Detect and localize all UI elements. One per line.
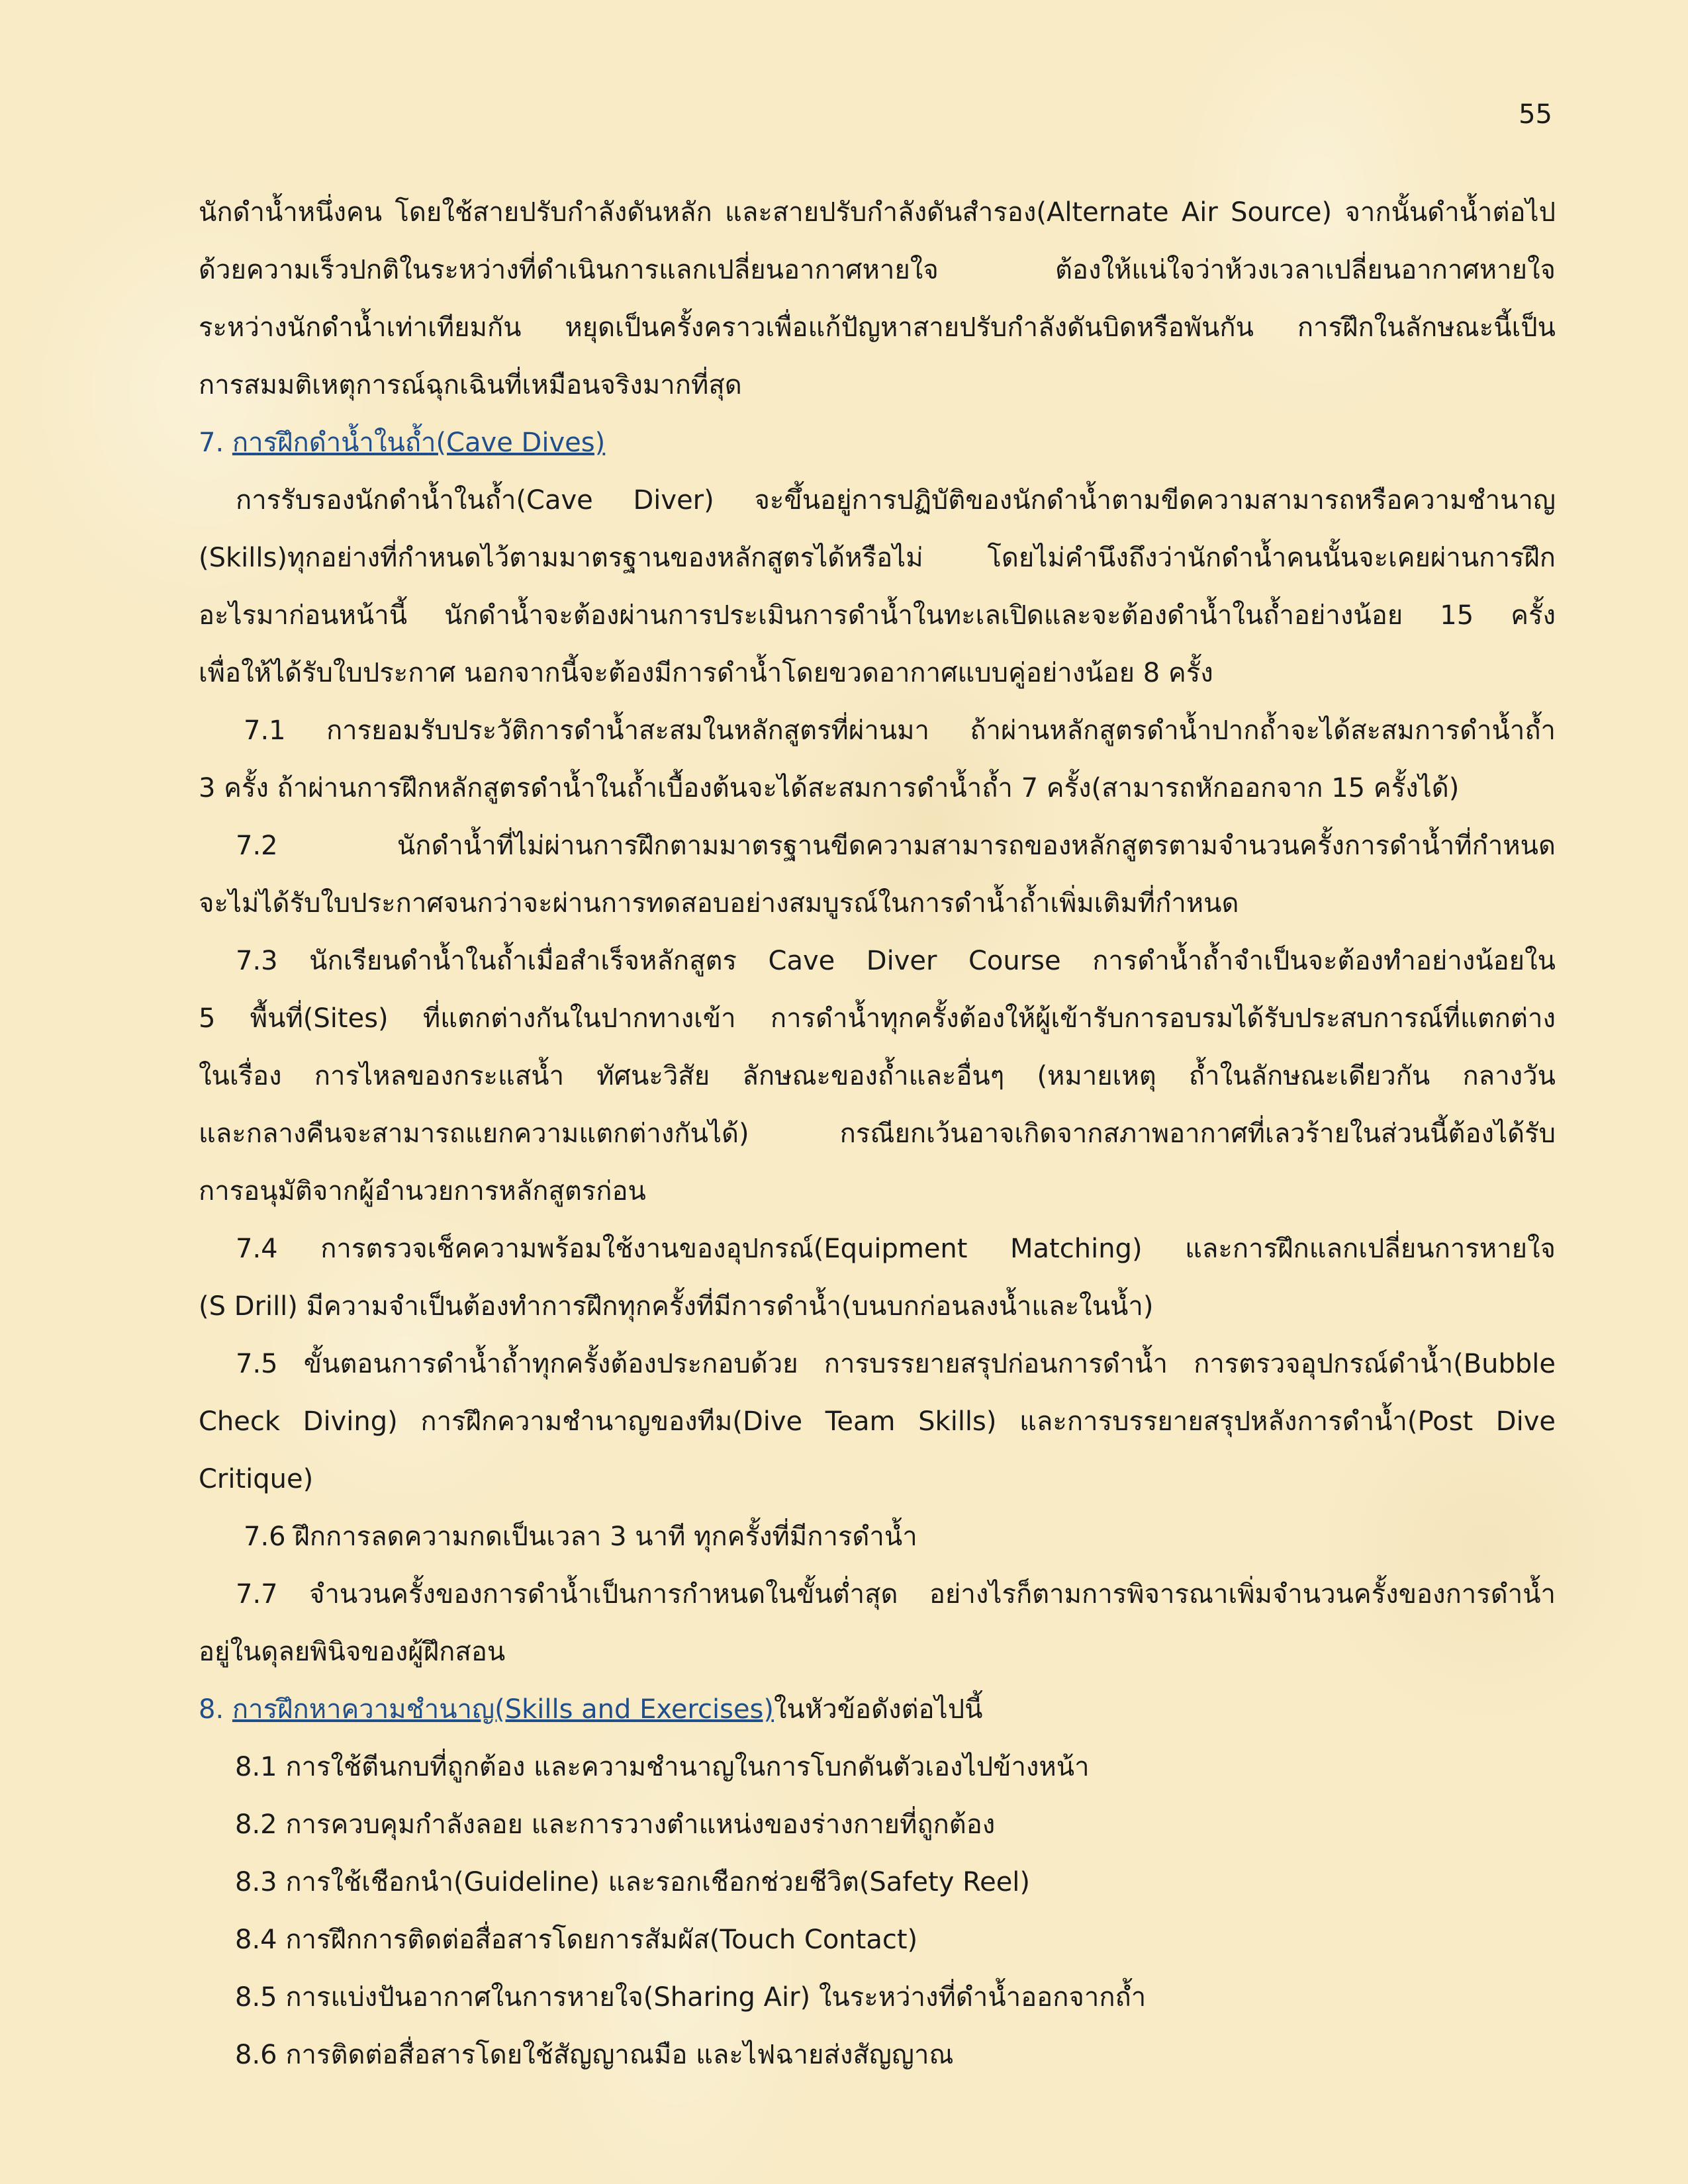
list-item-7-3-cont: 5 พื้นที่(Sites) ที่แตกต่างกันในปากทางเข้า การดำน้ำทุกครั้งต้องให้ผู้เข้ารับการอบรมได้รับประสบการณ์ที่แตกต่าง bbox=[199, 1003, 1556, 1034]
list-item-7-3-cont: และกลางคืนจะสามารถแยกความแตกต่างกันได้) กรณียกเว้นอาจเกิดจากสภาพอากาศที่เลวร้ายในส่วนนี้ต้องได้รับ bbox=[199, 1118, 1556, 1149]
paragraph-line: เพื่อให้ได้รับใบประกาศ นอกจากนี้จะต้องมีการดำน้ำโดยขวดอากาศแบบคู่อย่างน้อย 8 ครั้ง bbox=[199, 658, 1213, 688]
list-item-7-2: 7.2 นักดำน้ำที่ไม่ผ่านการฝึกตามมาตรฐานขีดความสามารถของหลักสูตรตามจำนวนครั้งการดำน้ำที่กำหนด bbox=[236, 831, 1556, 861]
list-item-7-2-cont: จะไม่ได้รับใบประกาศจนกว่าจะผ่านการทดสอบอย่างสมบูรณ์ในการดำน้ำถ้ำเพิ่มเติมที่กำหนด bbox=[199, 888, 1239, 919]
paragraph-line: นักดำน้ำหนึ่งคน โดยใช้สายปรับกำลังดันหลัก และสายปรับกำลังดันสำรอง(Alternate Air Source) จากนั้นดำน้ำต่อไป bbox=[199, 197, 1556, 228]
list-item-7-7: 7.7 จำนวนครั้งของการดำน้ำเป็นการกำหนดในขั้นต่ำสุด อย่างไรก็ตามการพิจารณาเพิ่มจำนวนครั้งของการดำน้ำ bbox=[236, 1579, 1556, 1610]
list-item-7-5-cont: Critique) bbox=[199, 1464, 314, 1494]
list-item-7-1: 7.1 การยอมรับประวัติการดำน้ำสะสมในหลักสูตรที่ผ่านมา ถ้าผ่านหลักสูตรดำน้ำปากถ้ำจะได้สะสมการดำน้ำถ้ำ bbox=[244, 715, 1556, 746]
list-item-8-5: 8.5 การแบ่งปันอากาศในการหายใจ(Sharing Air) ในระหว่างที่ดำน้ำออกจากถ้ำ bbox=[235, 1982, 1147, 2013]
section-number: 7. bbox=[199, 428, 224, 458]
list-item-8-1: 8.1 การใช้ตีนกบที่ถูกต้อง และความชำนาญในการโบกดันตัวเองไปข้างหน้า bbox=[235, 1752, 1090, 1782]
list-item-7-5: 7.5 ขั้นตอนการดำน้ำถ้ำทุกครั้งต้องประกอบด้วย การบรรยายสรุปก่อนการดำน้ำ การตรวจอุปกรณ์ดำน้ำ(Bubble bbox=[236, 1349, 1556, 1379]
paragraph-line: การสมมติเหตุการณ์ฉุกเฉินที่เหมือนจริงมากที่สุด bbox=[199, 370, 742, 400]
list-item-7-7-cont: อยู่ในดุลยพินิจของผู้ฝึกสอน bbox=[199, 1637, 506, 1667]
section-number: 8. bbox=[199, 1694, 224, 1725]
document-body bbox=[199, 184, 1556, 2084]
list-item-7-6: 7.6 ฝึกการลดความกดเป็นเวลา 3 นาที ทุกครั้งที่มีการดำน้ำ bbox=[244, 1522, 917, 1552]
list-item-8-6: 8.6 การติดต่อสื่อสารโดยใช้สัญญาณมือ และไฟฉายส่งสัญญาณ bbox=[235, 2040, 954, 2070]
paragraph-line: อะไรมาก่อนหน้านี้ นักดำน้ำจะต้องผ่านการประเมินการดำน้ำในทะเลเปิดและจะต้องดำน้ำในถ้ำอย่างน้อย 15 ครั้ง bbox=[199, 600, 1556, 631]
paragraph-line: การรับรองนักดำน้ำในถ้ำ(Cave Diver) จะขึ้นอยู่การปฏิบัติของนักดำน้ำตามขีดความสามารถหรือความชำนาญ bbox=[236, 485, 1556, 516]
list-item-7-5-cont: Check Diving) การฝึกความชำนาญของทีม(Dive Team Skills) และการบรรยายสรุปหลังการดำน้ำ(Post Dive bbox=[199, 1406, 1556, 1437]
section-8-title: การฝึกหาความชำนาญ(Skills and Exercises) bbox=[232, 1694, 774, 1725]
list-item-7-4: 7.4 การตรวจเช็คความพร้อมใช้งานของอุปกรณ์(Equipment Matching) และการฝึกแลกเปลี่ยนการหายใจ bbox=[236, 1234, 1556, 1264]
list-item-7-4-cont: (S Drill) มีความจำเป็นต้องทำการฝึกทุกครั้งที่มีการดำน้ำ(บนบกก่อนลงน้ำและในน้ำ) bbox=[199, 1291, 1154, 1322]
section-7-title: การฝึกดำน้ำในถ้ำ(Cave Dives) bbox=[232, 428, 606, 458]
section-8-title-suffix: ในหัวข้อดังต่อไปนี้ bbox=[774, 1694, 983, 1725]
paragraph-line: ระหว่างนักดำน้ำเท่าเทียมกัน หยุดเป็นครั้งคราวเพื่อแก้ปัญหาสายปรับกำลังดันบิดหรือพันกัน การฝึกในลักษณะนี้เป็น bbox=[199, 312, 1556, 343]
page-number: 55 bbox=[1519, 99, 1552, 130]
list-item-8-4: 8.4 การฝึกการติดต่อสื่อสารโดยการสัมผัส(Touch Contact) bbox=[235, 1925, 918, 1955]
list-item-8-2: 8.2 การควบคุมกำลังลอย และการวางตำแหน่งของร่างกายที่ถูกต้อง bbox=[235, 1809, 996, 1840]
paragraph-line: (Skills)ทุกอย่างที่กำหนดไว้ตามมาตรฐานของหลักสูตรได้หรือไม่ โดยไม่คำนึงถึงว่านักดำน้ำคนนั้นจะเคยผ่านการฝึก bbox=[199, 543, 1556, 573]
list-item-7-1-cont: 3 ครั้ง ถ้าผ่านการฝึกหลักสูตรดำน้ำในถ้ำเบื้องต้นจะได้สะสมการดำน้ำถ้ำ 7 ครั้ง(สามารถหักออกจาก 15 ครั้งได้) bbox=[199, 773, 1460, 803]
list-item-7-3: 7.3 นักเรียนดำน้ำในถ้ำเมื่อสำเร็จหลักสูตร Cave Diver Course การดำน้ำถ้ำจำเป็นจะต้องทำอย่างน้อยใน bbox=[236, 946, 1556, 976]
list-item-7-3-cont: ในเรื่อง การไหลของกระแสน้ำ ทัศนะวิสัย ลักษณะของถ้ำและอื่นๆ (หมายเหตุ ถ้ำในลักษณะเดียวกัน กลางวัน bbox=[199, 1061, 1556, 1091]
section-7-heading bbox=[199, 414, 1556, 472]
paragraph-line: ด้วยความเร็วปกติในระหว่างที่ดำเนินการแลกเปลี่ยนอากาศหายใจ ต้องให้แน่ใจว่าห้วงเวลาเปลี่ยนอากาศหายใจ bbox=[199, 255, 1556, 285]
section-8-heading bbox=[199, 1681, 1556, 1739]
list-item-8-3: 8.3 การใช้เชือกนำ(Guideline) และรอกเชือกช่วยชีวิต(Safety Reel) bbox=[235, 1867, 1031, 1897]
list-item-7-3-cont: การอนุมัติจากผู้อำนวยการหลักสูตรก่อน bbox=[199, 1176, 646, 1206]
